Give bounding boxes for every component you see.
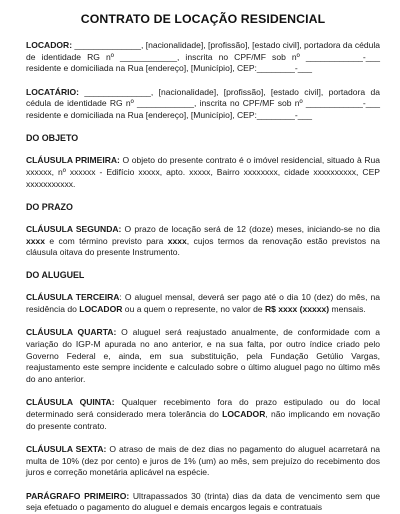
clausula-terceira-text-3: mensais. xyxy=(329,304,366,315)
paragrafo-primeiro xyxy=(26,491,380,514)
clausula-terceira-text-2: ou a quem o represente, no valor de xyxy=(122,304,265,315)
clausula-segunda xyxy=(26,224,380,259)
clausula-primeira xyxy=(26,155,380,190)
clausula-quinta-label: CLÁUSULA QUINTA: xyxy=(26,397,115,408)
clausula-terceira xyxy=(26,292,380,315)
section-heading-prazo: DO PRAZO xyxy=(26,201,73,212)
clausula-segunda-text-3: , cujos termos da renovação estão previstos na cláusula oitava do presente Instrumento. xyxy=(26,235,380,258)
document-title: CONTRATO DE LOCAÇÃO RESIDENCIAL xyxy=(80,12,326,26)
paragrafo-primeiro-text: Ultrapassados 30 (trinta) dias da data de vencimento sem que seja efetuado o pagamento do aluguel e demais encargos legais e contratuais xyxy=(26,490,380,513)
clausula-segunda-text-2: e com término previsto para xyxy=(45,235,168,246)
clausula-sexta xyxy=(26,444,380,479)
locador-label: LOCADOR: xyxy=(26,40,73,50)
clausula-terceira-valor: R$ xxxx (xxxxx) xyxy=(264,304,330,315)
clausula-primeira-text: O objeto do presente contrato é o imóvel residencial, situado à Rua xxxxxx, nº xxxxxx - Edifício xxxxx, apto. xxxxx, Bairro xxxxxxxx, cidade xxxxxxxxxx, CEP xxxxxxxxxxx. xyxy=(26,155,380,189)
clausula-sexta-label: CLÁUSULA SEXTA: xyxy=(26,443,107,454)
clausula-quinta-text-1: Qualquer recebimento fora do prazo estipulado ou do local determinado será considerado mera tolerância do xyxy=(26,397,380,420)
clausula-terceira-text-1: : O aluguel mensal, deverá ser pago até o dia 10 (dez) do mês, na residência do xyxy=(26,292,380,315)
clausula-segunda-text-1: O prazo de locação será de 12 (doze) meses, iniciando-se no dia xyxy=(121,223,380,234)
clausula-terceira-locador: LOCADOR xyxy=(79,304,123,315)
locatario-paragraph xyxy=(26,87,380,122)
locador-paragraph xyxy=(26,40,380,75)
clausula-quinta-text-2: , não implicando em novação do presente contrato. xyxy=(26,409,380,431)
clausula-sexta-text: O atraso de mais de dez dias no pagamento do aluguel acarretará na multa de 10% (dez por cento) e juros de 1% (um) ao mês, sem prejuízo do recebimento dos juros e correção monetária aplicável na espécie. xyxy=(26,443,380,478)
clausula-quarta xyxy=(26,327,380,386)
section-heading-objeto: DO OBJETO xyxy=(26,133,79,144)
clausula-segunda-label: CLÁUSULA SEGUNDA: xyxy=(26,223,122,234)
clausula-quarta-text: O aluguel será reajustado anualmente, de conformidade com a variação do IGP-M apurada no ano anterior, e na sua falta, por outro índice criado pelo Governo Federal e, ainda, em sua substituição, pela Fundação Getúlio Vargas, reajustamento este sempre incidente e calculado sobre o último aluguel pago no último mês do ano anterior. xyxy=(26,327,380,385)
paragrafo-primeiro-label: PARÁGRAFO PRIMEIRO: xyxy=(26,490,130,501)
section-heading-aluguel: DO ALUGUEL xyxy=(26,270,85,281)
clausula-quinta xyxy=(26,397,380,432)
clausula-segunda-start-date: xxxx xyxy=(26,235,46,246)
clausula-quinta-locador: LOCADOR xyxy=(222,409,266,420)
clausula-terceira-label: CLÁUSULA TERCEIRA xyxy=(26,292,120,303)
locador-text: ______________, [nacionalidade], [profissão], [estado civil], portadora da cédula de identidade RG nº ____________, inscrita no CPF/MF sob nº ____________-___ residente e domiciliada na Rua [endereço], [Município], CEP:________-___ xyxy=(26,40,380,74)
clausula-segunda-end-date: xxxx xyxy=(167,235,187,246)
clausula-quarta-label: CLÁUSULA QUARTA: xyxy=(26,327,117,338)
locatario-text: ______________, [nacionalidade], [profissão], [estado civil], portadora da cédula de identidade RG nº ____________, inscrita no CPF/MF sob nº ____________-___ residente e domiciliada na Rua [endereço], [Município], CEP:________-___ xyxy=(26,86,380,121)
clausula-primeira-label: CLÁUSULA PRIMEIRA: xyxy=(26,155,120,166)
locatario-label: LOCATÁRIO: xyxy=(26,86,80,97)
